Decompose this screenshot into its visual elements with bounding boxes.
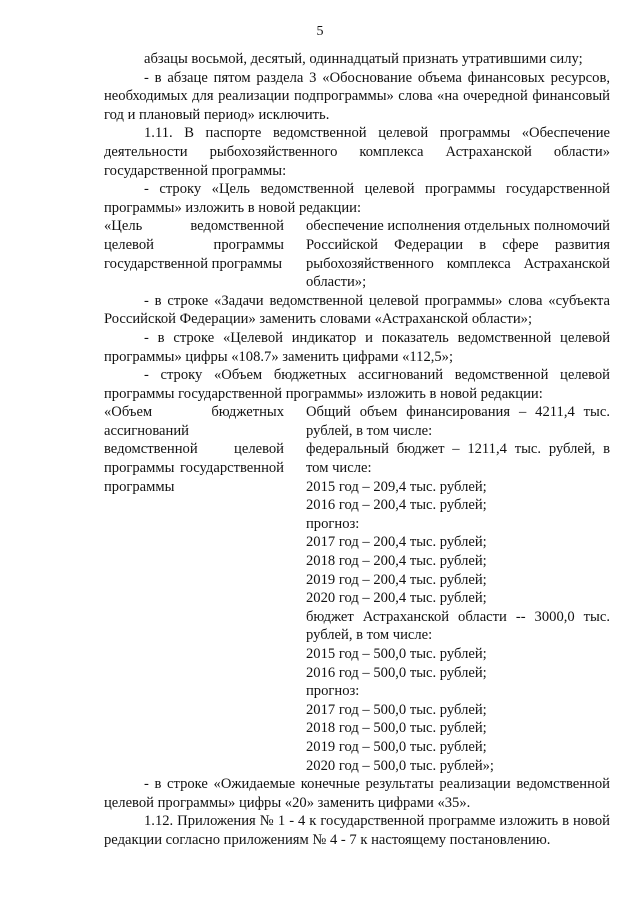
- funding-line: прогноз:: [306, 515, 360, 532]
- funding-row-value: [306, 403, 610, 775]
- funding-line: 2020 год – 200,4 тыс. рублей;: [306, 590, 487, 607]
- funding-line: 2016 год – 500,0 тыс. рублей;: [306, 664, 487, 681]
- paragraph: абзацы восьмой, десятый, одиннадцатый признать утратившими силу;: [144, 51, 583, 67]
- funding-row: [104, 403, 610, 775]
- funding-line: 2017 год – 200,4 тыс. рублей;: [306, 534, 487, 551]
- funding-line: 2019 год – 200,4 тыс. рублей;: [306, 571, 487, 588]
- goal-row: [104, 217, 610, 291]
- funding-line: 2015 год – 500,0 тыс. рублей;: [306, 646, 487, 662]
- funding-line: 2019 год – 500,0 тыс. рублей;: [306, 738, 487, 755]
- funding-line: 2017 год – 500,0 тыс. рублей;: [306, 701, 487, 718]
- goal-row-value: обеспечение исполнения отдельных полномочий Российской Федерации в сфере развития рыбохозяйственного комплекса Астраханской области»;: [306, 218, 610, 291]
- paragraph: - строку «Цель ведомственной целевой программы государственной программы» изложить в новой редакции:: [104, 181, 610, 216]
- funding-line: 2018 год – 200,4 тыс. рублей;: [306, 553, 487, 570]
- funding-line: Общий объем финансирования – 4211,4 тыс. рублей, в том числе:: [306, 404, 610, 439]
- funding-line: 2020 год – 500,0 тыс. рублей»;: [306, 757, 494, 774]
- paragraph: 1.11. В паспорте ведомственной целевой программы «Обеспечение деятельности рыбохозяйственного комплекса Астраханской области» государственной программы:: [104, 125, 610, 179]
- page-number: 5: [316, 24, 324, 39]
- paragraph: 1.12. Приложения № 1 - 4 к государственной программе изложить в новой редакции согласно приложениям № 4 - 7 к настоящему постановлению.: [104, 813, 610, 848]
- funding-line: 2015 год – 209,4 тыс. рублей;: [306, 478, 487, 495]
- paragraph: - в абзаце пятом раздела 3 «Обоснование объема финансовых ресурсов, необходимых для реализации подпрограммы» слова «на очередной финансовый год и плановый период» исключить.: [104, 69, 610, 123]
- paragraph: - в строке «Задачи ведомственной целевой программы» слова «субъекта Российской Федерации» заменить словами «Астраханской области»;: [104, 292, 610, 328]
- paragraph: - в строке «Ожидаемые конечные результаты реализации ведомственной целевой программы» цифры «20» заменить цифрами «35».: [104, 776, 610, 811]
- funding-line: бюджет Астраханской области -- 3000,0 тыс. рублей, в том числе:: [306, 608, 610, 644]
- paragraph: - в строке «Целевой индикатор и показатель ведомственной целевой программы» цифры «108.7» заменить цифрами «112,5»;: [104, 329, 610, 365]
- funding-line: прогноз:: [306, 683, 360, 700]
- funding-line: федеральный бюджет – 1211,4 тыс. рублей, в том числе:: [306, 441, 610, 477]
- funding-line: 2018 год – 500,0 тыс. рублей;: [306, 720, 487, 737]
- document-body: [104, 50, 610, 850]
- funding-line: 2016 год – 200,4 тыс. рублей;: [306, 497, 487, 514]
- paragraph: - строку «Объем бюджетных ассигнований ведомственной целевой программы государственной программы» изложить в новой редакции:: [104, 367, 610, 402]
- goal-row-label: «Цель ведомственной целевой программы государственной программы: [104, 218, 284, 272]
- funding-row-label: «Объем бюджетных ассигнований ведомственной целевой программы государственной программы: [104, 404, 284, 495]
